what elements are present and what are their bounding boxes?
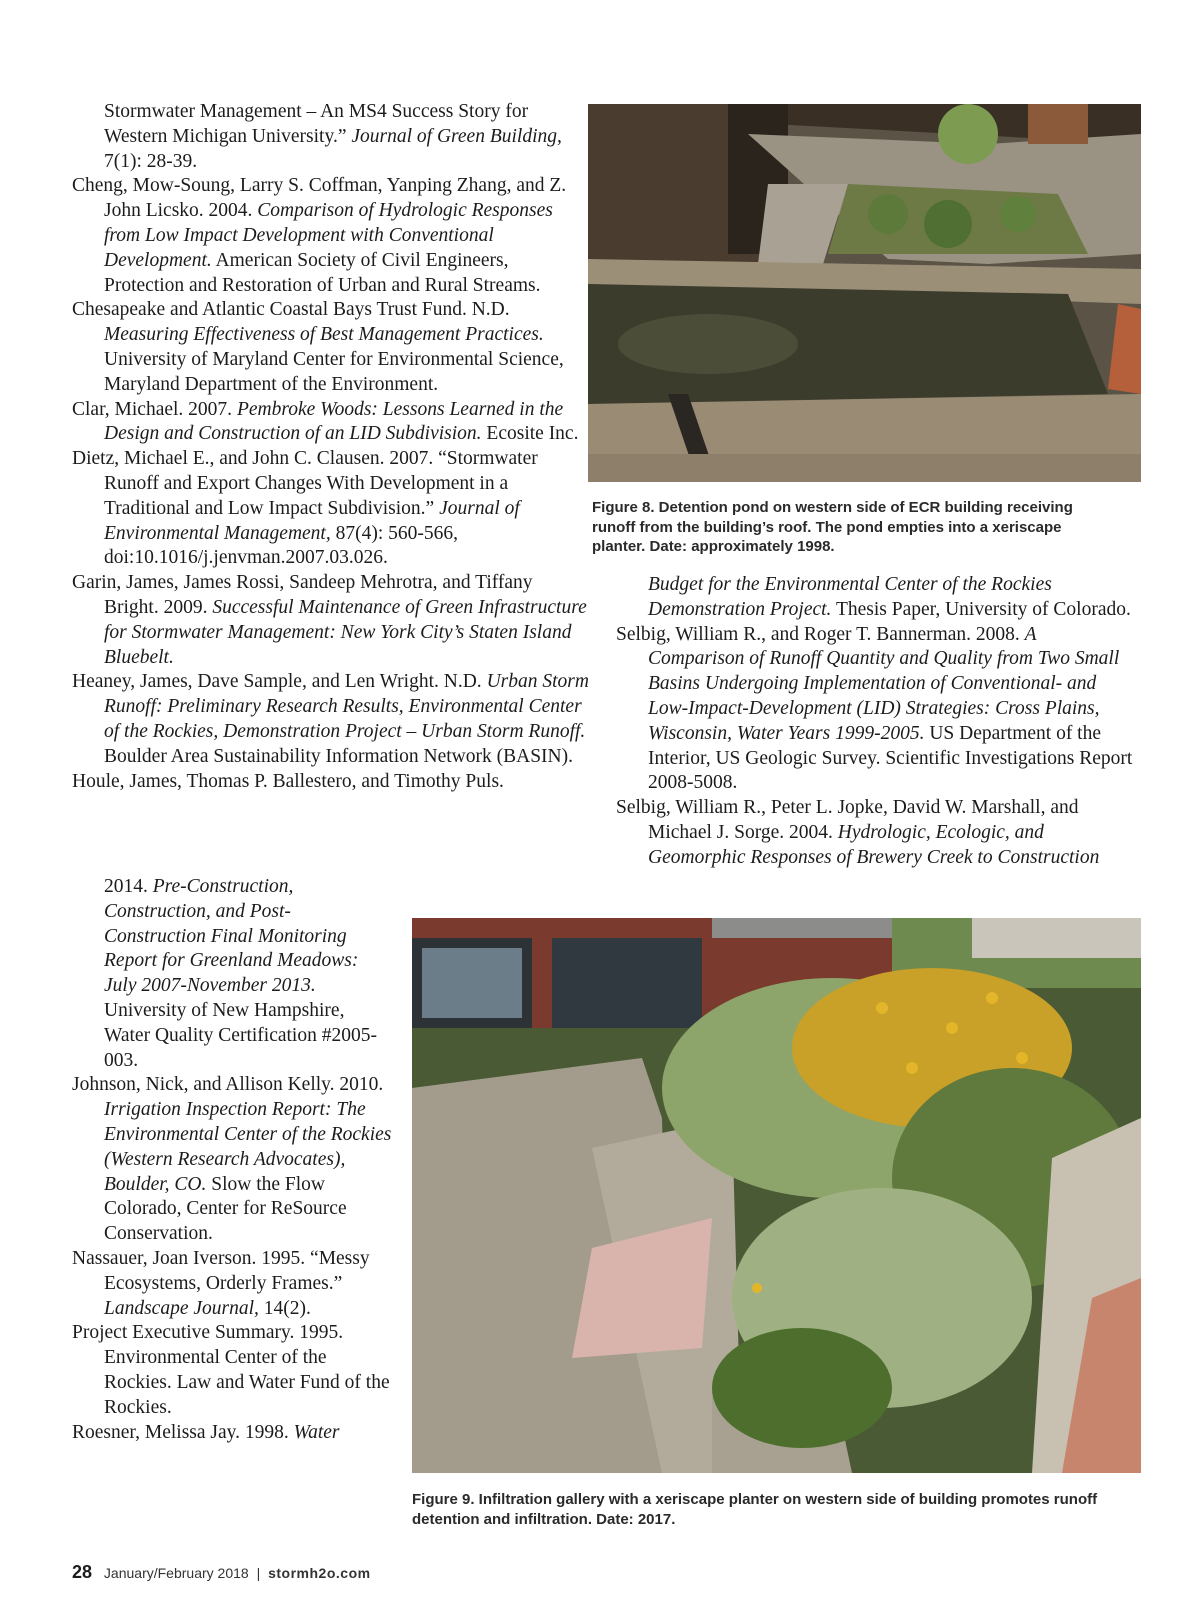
reference-text: University of Maryland Center for Environmental Science, Maryland Department of the Environment. [104,348,564,395]
reference-title: Pembroke Woods: Lessons Learned in the Design and Construction of an LID Subdivision. [104,398,564,445]
reference-text: Ecosite Inc. [481,423,579,445]
reference-title: Irrigation Inspection Report: The Environmental Center of the Rockies (Western Research Advocates), Boulder, CO. [104,1099,392,1195]
reference-entry [72,571,592,670]
reference-text: Thesis Paper, University of Colorado. [831,598,1131,620]
reference-entry [616,573,1136,623]
reference-entry [72,875,392,1073]
reference-text: 7(1): 28-39. [104,150,198,172]
reference-entry [72,174,592,298]
reference-entry [616,623,1136,797]
reference-title: Comparison of Hydrologic Responses from Low Impact Development with Conventional Development. [104,200,553,271]
reference-text: Selbig, William R., Peter L. Jopke, David W. Marshall, and Michael J. Sorge. 2004. [616,797,1079,843]
reference-text: Houle, James, Thomas P. Ballestero, and Timothy Puls. [72,770,504,792]
page-footer [72,1562,371,1583]
reference-entry [72,398,592,448]
reference-text: Project Executive Summary. 1995. Environmental Center of the Rockies. Law and Water Fund of the Rockies. [72,1322,390,1418]
reference-title: Hydrologic, Ecologic, and Geomorphic Responses of Brewery Creek to Construction [648,821,1100,868]
figure-9-caption: Figure 9. Infiltration gallery with a xeriscape planter on western side of building promotes runoff detention and infiltration. Date: 2017. [412,1491,1098,1528]
issue-date: January/February 2018 [103,1565,249,1581]
reference-text: Chesapeake and Atlantic Coastal Bays Trust Fund. N.D. [72,299,510,321]
references-column-left-bottom [72,875,392,1445]
reference-text: 14(2). [258,1297,311,1319]
references-column-right [616,573,1136,871]
reference-entry [72,1073,392,1247]
reference-entry [72,447,592,571]
reference-title: Successful Maintenance of Green Infrastructure for Stormwater Management: New York City’s Staten Island Bluebelt. [104,596,587,668]
reference-entry [72,1321,392,1420]
reference-text: Cheng, Mow-Soung, Larry S. Coffman, Yanping Zhang, and Z. John Licsko. 2004. [72,175,567,222]
reference-title: Water [293,1421,340,1443]
footer-separator: | [256,1565,261,1581]
reference-text: Clar, Michael. 2007. [72,398,237,420]
reference-text: 2014. [104,876,153,897]
reference-text: 87(4): 560-566, doi:10.1016/j.jenvman.2007.03.026. [104,522,459,569]
reference-text: Roesner, Melissa Jay. 1998. [72,1421,294,1443]
reference-title: Budget for the Environmental Center of the Rockies Demonstration Project. [648,574,1052,620]
reference-text: Johnson, Nick, and Allison Kelly. 2010. [72,1074,384,1096]
reference-title: Landscape Journal, [104,1297,259,1319]
reference-text: Heaney, James, Dave Sample, and Len Wright. N.D. [72,671,487,693]
reference-entry [72,1247,392,1321]
reference-entry [72,770,592,795]
figure-8-caption: Figure 8. Detention pond on western side of ECR building receiving runoff from the building’s roof. The pond empties into a xeriscape planter. Date: approximately 1998. [592,499,1073,555]
reference-text: Nassauer, Joan Iverson. 1995. “Messy Ecosystems, Orderly Frames.” [72,1247,370,1294]
reference-text: US Department of the Interior, US Geologic Survey. Scientific Investigations Report 2008-5008. [648,722,1133,794]
reference-text: American Society of Civil Engineers, Protection and Restoration of Urban and Rural Streams. [104,249,541,296]
reference-text: University of New Hampshire, Water Quality Certification #2005-003. [104,999,377,1071]
reference-entry [72,670,592,769]
reference-text: Dietz, Michael E., and John C. Clausen. 2007. “Stormwater Runoff and Export Changes With Development in a Traditional and Low Impact Subdivision.” [72,448,538,519]
reference-entry [72,298,592,397]
reference-text: Garin, James, James Rossi, Sandeep Mehrotra, and Tiffany Bright. 2009. [72,572,533,618]
reference-entry [72,100,592,174]
reference-title: Measuring Effectiveness of Best Management Practices. [104,324,544,346]
reference-title: Urban Storm Runoff: Preliminary Research Results, Environmental Center of the Rockies, Demonstration Project – Urban Storm Runoff. [104,671,589,742]
reference-title: Journal of Environmental Management, [104,497,520,544]
reference-title: Journal of Green Building, [351,125,562,147]
references-column-left-top [72,100,592,794]
reference-text: Boulder Area Sustainability Information Network (BASIN). [104,745,573,767]
reference-entry [72,1421,392,1446]
website-link[interactable]: stormh2o.com [268,1565,371,1581]
reference-title: A Comparison of Runoff Quantity and Quality from Two Small Basins Undergoing Implementation of Conventional- and Low-Impact-Development (LID) Strategies: Cross Plains, Wisconsin, Water Years 1999-2005. [648,623,1120,744]
figure-8-photo [588,104,1141,482]
reference-text: Slow the Flow Colorado, Center for ReSource Conservation. [104,1173,347,1245]
reference-title: Pre-Construction, Construction, and Post-Construction Final Monitoring Report for Greenland Meadows: July 2007-November 2013. [104,876,359,997]
reference-entry [616,796,1136,870]
reference-text: Selbig, William R., and Roger T. Bannerman. 2008. [616,623,1025,645]
figure-9-photo [412,918,1141,1473]
reference-text: Stormwater Management – An MS4 Success Story for Western Michigan University.” [104,101,529,147]
page-number: 28 [72,1562,93,1582]
